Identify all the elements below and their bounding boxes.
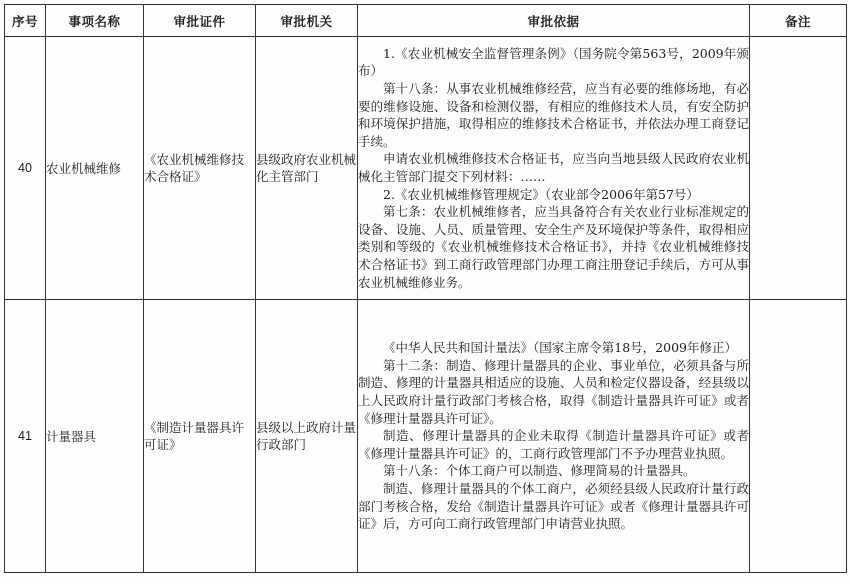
basis-paragraph: 2.《农业机械维修管理规定》（农业部令2006年第57号） bbox=[383, 186, 699, 202]
row-certificate: 《制造计量器具许可证》 bbox=[144, 300, 256, 573]
header-item-name: 事项名称 bbox=[46, 5, 144, 37]
row-item-name: 计量器具 bbox=[46, 300, 144, 573]
approval-table bbox=[4, 4, 847, 573]
basis-paragraph: 第十八条：个体工商户可以制造、修理简易的计量器具。 bbox=[383, 463, 696, 479]
header-basis: 审批依据 bbox=[358, 5, 750, 37]
header-authority: 审批机关 bbox=[256, 5, 358, 37]
header-remark: 备注 bbox=[750, 5, 847, 37]
header-certificate: 审批证件 bbox=[144, 5, 256, 37]
basis-paragraph: 第七条：农业机械维修者，应当具备符合有关农业行业标准规定的设备、设施、人员、质量管理、安全生产及环境保护等条件，取得相应类别和等级的《农业机械维修技术合格证书》，并持《农业机械维修技术合格证书》到工商行政管理部门办理工商注册登记手续后，方可从事农业机械维修业务。 bbox=[358, 204, 749, 290]
basis-paragraph: 《中华人民共和国计量法》（国家主席令第18号，2009年修正） bbox=[383, 340, 737, 356]
row-basis bbox=[358, 37, 750, 300]
header-seq: 序号 bbox=[5, 5, 46, 37]
row-remark bbox=[750, 300, 847, 573]
row-basis bbox=[358, 300, 750, 573]
basis-paragraph: 1.《农业机械安全监督管理条例》（国务院令第563号，2009年颁布） bbox=[358, 45, 749, 79]
basis-paragraph: 制造、修理计量器具的企业未取得《制造计量器具许可证》或者《修理计量器具许可证》的，工商行政管理部门不予办理营业执照。 bbox=[358, 428, 749, 461]
table-row bbox=[5, 37, 847, 300]
basis-paragraph: 申请农业机械维修技术合格证书，应当向当地县级人民政府农业机械化主管部门提交下列材料：…… bbox=[358, 151, 749, 184]
basis-paragraph: 第十二条：制造、修理计量器具的企业、事业单位，必须具备与所制造、修理的计量器具相适应的设施、人员和检定仪器设备，经县级以上人民政府计量行政部门考核合格，取得《制造计量器具许可证》或者《修理计量器具许可证》。 bbox=[358, 357, 749, 426]
row-item-name: 农业机械维修 bbox=[46, 37, 144, 300]
row-remark bbox=[750, 37, 847, 300]
basis-paragraph: 制造、修理计量器具的个体工商户，必须经县级人民政府计量行政部门考核合格，发给《制造计量器具许可证》或者《修理计量器具许可证》后，方可向工商行政管理部门申请营业执照。 bbox=[358, 480, 749, 532]
row-seq: 40 bbox=[5, 37, 46, 300]
row-seq: 41 bbox=[5, 300, 46, 573]
row-authority: 县级政府农业机械化主管部门 bbox=[256, 37, 358, 300]
basis-paragraph: 第十八条：从事农业机械维修经营，应当有必要的维修场地，有必要的维修设施、设备和检测仪器，有相应的维修技术人员，有安全防护和环境保护措施，取得相应的维修技术合格证书，并依法办理工商登记手续。 bbox=[358, 81, 749, 149]
row-certificate: 《农业机械维修技术合格证》 bbox=[144, 37, 256, 300]
table-row bbox=[5, 300, 847, 573]
row-authority: 县级以上政府计量行政部门 bbox=[256, 300, 358, 573]
table-header-row bbox=[5, 5, 847, 37]
